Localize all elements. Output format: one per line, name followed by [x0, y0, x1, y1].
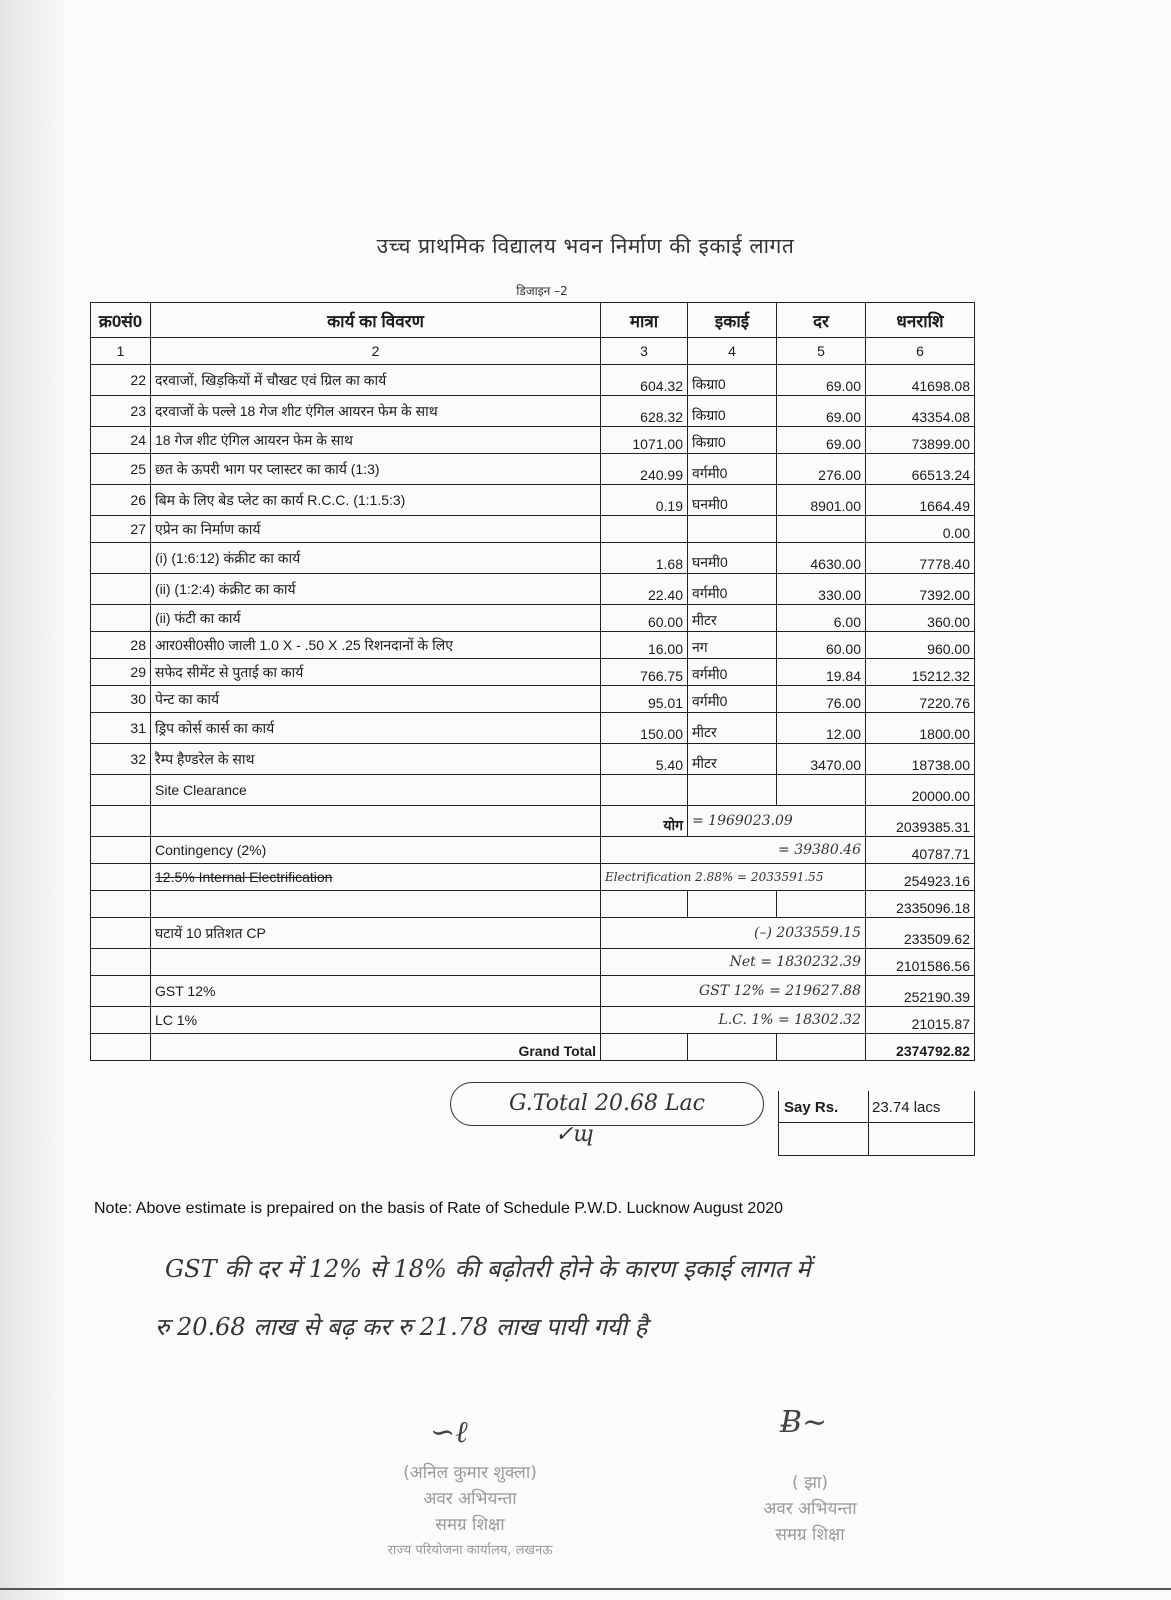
row-rate: 69.00	[777, 427, 866, 454]
row-qty: 16.00	[601, 632, 688, 659]
table-row	[91, 686, 975, 713]
row-desc: रैम्प हैण्डरेल के साथ	[151, 744, 601, 775]
row-unit: मीटर	[688, 605, 777, 632]
row-rate: 60.00	[777, 632, 866, 659]
gst-handwritten: GST 12% = 219627.88	[601, 976, 866, 1007]
row-sno: 25	[91, 454, 151, 485]
row-sno: 26	[91, 485, 151, 516]
column-number-row	[91, 338, 975, 365]
row-qty: 60.00	[601, 605, 688, 632]
row-amount: 0.00	[866, 516, 975, 543]
header-row	[91, 303, 975, 338]
contingency-handwritten: = 39380.46	[601, 837, 866, 864]
say-line	[778, 1122, 973, 1123]
row-rate: 6.00	[777, 605, 866, 632]
row-sno: 24	[91, 427, 151, 454]
row-amount: 1664.49	[866, 485, 975, 516]
row-rate: 76.00	[777, 686, 866, 713]
signature-right-mark: Ƀ∼	[780, 1405, 828, 1440]
row-amount: 15212.32	[866, 659, 975, 686]
table-row	[91, 543, 975, 574]
table-row	[91, 485, 975, 516]
row-amount: 18738.00	[866, 744, 975, 775]
lc-handwritten: L.C. 1% = 18302.32	[601, 1007, 866, 1034]
table-row	[91, 427, 975, 454]
subtotal-amount: 2335096.18	[866, 891, 975, 918]
table-row	[91, 744, 975, 775]
signature-left-mark: ∽ℓ	[430, 1415, 468, 1450]
signature-right-name: ( झा)	[792, 1473, 828, 1493]
row-qty: 5.40	[601, 744, 688, 775]
col-num: 2	[151, 338, 601, 365]
signature-left-office: राज्य परियोजना कार्यालय, लखनऊ	[387, 1543, 553, 1558]
row-qty: 22.40	[601, 574, 688, 605]
electrification-row	[91, 864, 975, 891]
row-desc: एप्रेन का निर्माण कार्य	[151, 516, 601, 543]
estimate-note: Note: Above estimate is prepaired on the basis of Rate of Schedule P.W.D. Lucknow August 2020	[94, 1200, 784, 1217]
row-unit: नग	[688, 632, 777, 659]
electrification-label	[151, 864, 601, 891]
row-unit: किग्रा0	[688, 396, 777, 427]
table-row	[91, 454, 975, 485]
page-bottom-rule	[0, 1588, 1171, 1590]
gst-row	[91, 976, 975, 1007]
row-qty: 240.99	[601, 454, 688, 485]
electrification-handwritten: Electrification 2.88% = 2033591.55	[601, 864, 866, 891]
row-sno: 22	[91, 365, 151, 396]
row-amount: 7778.40	[866, 543, 975, 574]
row-desc: 18 गेज शीट एंगिल आयरन फेम के साथ	[151, 427, 601, 454]
header-rate: दर	[777, 303, 866, 338]
net-handwritten: Net = 1830232.39	[601, 949, 866, 976]
row-rate: 4630.00	[777, 543, 866, 574]
lc-row	[91, 1007, 975, 1034]
grand-total-label: Grand Total	[151, 1034, 601, 1061]
row-rate: 3470.00	[777, 744, 866, 775]
contingency-row	[91, 837, 975, 864]
row-qty: 0.19	[601, 485, 688, 516]
row-qty: 766.75	[601, 659, 688, 686]
net-amount: 2101586.56	[866, 949, 975, 976]
signature-right-designation: अवर अभियन्ता	[763, 1499, 857, 1519]
gst-amount: 252190.39	[866, 976, 975, 1007]
table-row	[91, 516, 975, 543]
document-title: उच्च प्राथमिक विद्यालय भवन निर्माण की इकाई लागत	[376, 234, 795, 258]
row-sno: 29	[91, 659, 151, 686]
col-num: 1	[91, 338, 151, 365]
row-desc: (i) (1:6:12) कंक्रीट का कार्य	[151, 543, 601, 574]
signature-right-dept: समग्र शिक्षा	[775, 1525, 845, 1545]
header-qty: मात्रा	[601, 303, 688, 338]
row-sno	[91, 605, 151, 632]
row-amount: 66513.24	[866, 454, 975, 485]
row-desc: पेन्ट का कार्य	[151, 686, 601, 713]
lc-amount: 21015.87	[866, 1007, 975, 1034]
row-unit	[688, 516, 777, 543]
row-amount: 1800.00	[866, 713, 975, 744]
row-rate: 330.00	[777, 574, 866, 605]
row-qty: 604.32	[601, 365, 688, 396]
lc-label: LC 1%	[151, 1007, 601, 1034]
grand-total-row	[91, 1034, 975, 1061]
contingency-amount: 40787.71	[866, 837, 975, 864]
row-desc: (ii) (1:2:4) कंक्रीट का कार्य	[151, 574, 601, 605]
row-sno: 23	[91, 396, 151, 427]
estimate-table	[90, 302, 975, 1061]
cp-row	[91, 918, 975, 949]
row-rate: 8901.00	[777, 485, 866, 516]
row-unit: मीटर	[688, 713, 777, 744]
row-desc: ड्रिप कोर्स कार्स का कार्य	[151, 713, 601, 744]
row-rate	[777, 516, 866, 543]
row-sno: 27	[91, 516, 151, 543]
row-desc: छत के ऊपरी भाग पर प्लास्टर का कार्य (1:3)	[151, 454, 601, 485]
table-row	[91, 365, 975, 396]
table-row	[91, 659, 975, 686]
row-qty: 628.32	[601, 396, 688, 427]
say-label: Say Rs.	[784, 1099, 839, 1116]
header-unit: इकाई	[688, 303, 777, 338]
row-rate: 69.00	[777, 396, 866, 427]
signature-left-designation: अवर अभियन्ता	[423, 1489, 517, 1509]
table-row	[91, 713, 975, 744]
table-row	[91, 396, 975, 427]
row-amount: 73899.00	[866, 427, 975, 454]
cp-handwritten: (–) 2033559.15	[601, 918, 866, 949]
gtotal-handwritten-note: G.Total 20.68 Lac	[450, 1082, 764, 1126]
row-amount: 7392.00	[866, 574, 975, 605]
electrification-text: 12.5% Internal Electrification	[155, 869, 333, 885]
design-subtitle: डिजाइन –2	[516, 284, 568, 298]
row-unit: वर्गमी0	[688, 574, 777, 605]
subtotal-row	[91, 891, 975, 918]
row-sno: 30	[91, 686, 151, 713]
signature-block-right	[700, 1470, 920, 1548]
row-desc: बिम के लिए बेड प्लेट का कार्य R.C.C. (1:1.5:3)	[151, 485, 601, 516]
grand-total-amount: 2374792.82	[866, 1034, 975, 1061]
header-desc: कार्य का विवरण	[151, 303, 601, 338]
signature-left-dept: समग्र शिक्षा	[435, 1515, 505, 1535]
col-num: 3	[601, 338, 688, 365]
site-clearance-row	[91, 775, 975, 806]
col-num: 6	[866, 338, 975, 365]
row-unit: मीटर	[688, 744, 777, 775]
handwritten-remark-line1: GST की दर में 12% से 18% की बढ़ोतरी होने के कारण इकाई लागत में	[165, 1255, 811, 1283]
row-sno: 31	[91, 713, 151, 744]
table-row	[91, 632, 975, 659]
table-row	[91, 574, 975, 605]
site-clearance-amount: 20000.00	[866, 775, 975, 806]
contingency-label: Contingency (2%)	[151, 837, 601, 864]
row-qty: 1.68	[601, 543, 688, 574]
row-unit: वर्गमी0	[688, 686, 777, 713]
col-num: 5	[777, 338, 866, 365]
handwritten-remark-line2: रु 20.68 लाख से बढ़ कर रु 21.78 लाख पायी गयी है	[155, 1313, 648, 1341]
cp-amount: 233509.62	[866, 918, 975, 949]
row-desc: आर0सी0सी0 जाली 1.0 X - .50 X .25 रिशनदानों के लिए	[151, 632, 601, 659]
row-sno	[91, 574, 151, 605]
gst-label: GST 12%	[151, 976, 601, 1007]
header-sno: क्र0सं0	[91, 303, 151, 338]
row-amount: 41698.08	[866, 365, 975, 396]
row-sno	[91, 543, 151, 574]
row-rate: 19.84	[777, 659, 866, 686]
row-rate: 12.00	[777, 713, 866, 744]
row-rate: 69.00	[777, 365, 866, 396]
electrification-amount: 254923.16	[866, 864, 975, 891]
row-unit: किग्रा0	[688, 365, 777, 396]
net-row	[91, 949, 975, 976]
row-sno: 32	[91, 744, 151, 775]
row-desc: दरवाजों, खिड़कियों में चौखट एवं ग्रिल का कार्य	[151, 365, 601, 396]
cp-label: घटायें 10 प्रतिशत CP	[151, 918, 601, 949]
row-unit: वर्गमी0	[688, 659, 777, 686]
row-unit: वर्गमी0	[688, 454, 777, 485]
table-row	[91, 605, 975, 632]
row-desc: (ii) फंटी का कार्य	[151, 605, 601, 632]
row-qty: 150.00	[601, 713, 688, 744]
yog-amount: 2039385.31	[866, 806, 975, 837]
row-desc: सफेद सीमेंट से पुताई का कार्य	[151, 659, 601, 686]
row-amount: 43354.08	[866, 396, 975, 427]
yog-handwritten: = 1969023.09	[688, 806, 866, 837]
row-unit: घनमी0	[688, 543, 777, 574]
signature-left-name: (अनिल कुमार शुक्ला)	[403, 1463, 537, 1483]
row-qty	[601, 516, 688, 543]
row-amount: 7220.76	[866, 686, 975, 713]
row-rate: 276.00	[777, 454, 866, 485]
yog-row	[91, 806, 975, 837]
row-unit: घनमी0	[688, 485, 777, 516]
site-clearance-label: Site Clearance	[151, 775, 601, 806]
row-amount: 360.00	[866, 605, 975, 632]
header-amount: धनराशि	[866, 303, 975, 338]
row-desc: दरवाजों के पल्ले 18 गेज शीट एंगिल आयरन फेम के साथ	[151, 396, 601, 427]
col-num: 4	[688, 338, 777, 365]
yog-label: योग	[601, 806, 688, 837]
row-amount: 960.00	[866, 632, 975, 659]
row-sno: 28	[91, 632, 151, 659]
row-qty: 95.01	[601, 686, 688, 713]
say-value: 23.74 lacs	[872, 1099, 941, 1116]
initials-signature: ✓ɰ	[555, 1122, 595, 1147]
row-unit: किग्रा0	[688, 427, 777, 454]
say-divider	[868, 1091, 869, 1156]
signature-block-left	[340, 1460, 600, 1564]
row-qty: 1071.00	[601, 427, 688, 454]
